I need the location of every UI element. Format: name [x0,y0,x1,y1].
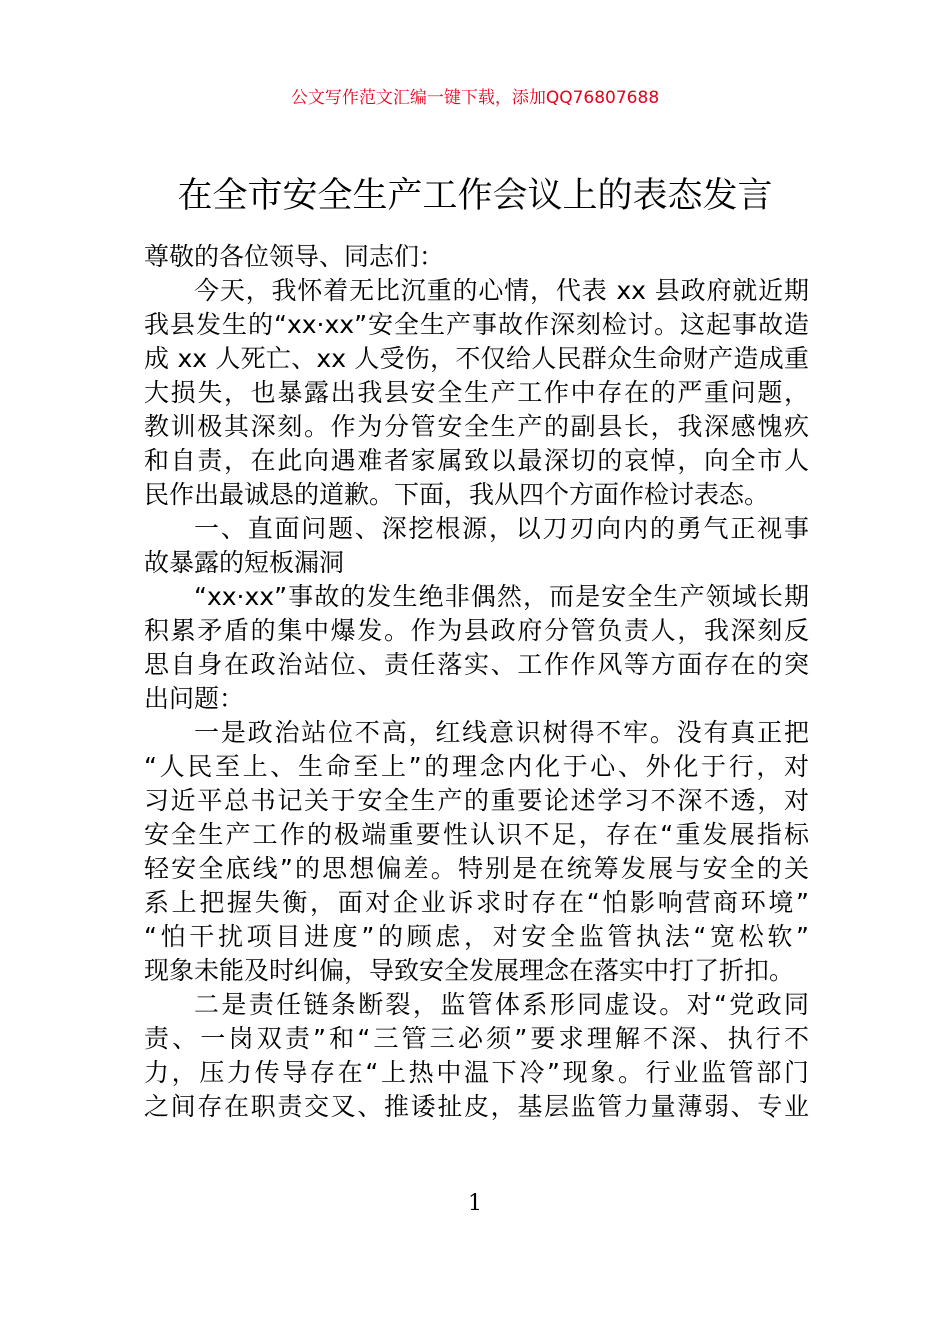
body-line: 思自身在政治站位、责任落实、工作作风等方面存在的突 [144,650,809,679]
body-line: 今天，我怀着无比沉重的心情，代表 xx 县政府就近期 [194,276,809,305]
body-line: 成 xx 人死亡、xx 人受伤，不仅给人民群众生命财产造成重 [144,344,809,373]
salutation-line: 尊敬的各位领导、同志们： [144,242,445,271]
body-line: 力，压力传导存在“上热中温下冷”现象。行业监管部门 [144,1058,809,1087]
page-number: 1 [468,1191,482,1216]
body-line: 出问题： [144,684,245,713]
section-heading-line: 故暴露的短板漏洞 [144,548,345,577]
body-line: 安全生产工作的极端重要性认识不足，存在“重发展指标 [144,820,809,849]
download-notice: 公文写作范文汇编一键下载，添加QQ76807688 [290,88,660,108]
body-line: 教训极其深刻。作为分管安全生产的副县长，我深感愧疚 [144,412,809,441]
body-line: 系上把握失衡，面对企业诉求时存在“怕影响营商环境” [144,888,809,917]
body-line: 民作出最诚恳的道歉。下面，我从四个方面作检讨表态。 [144,480,770,509]
body-line: 现象未能及时纠偏，导致安全发展理念在落实中打了折扣。 [144,956,795,985]
body-line: 积累矛盾的集中爆发。作为县政府分管负责人，我深刻反 [144,616,809,645]
body-line: 之间存在职责交叉、推诿扯皮，基层监管力量薄弱、专业 [144,1092,809,1121]
body-line: 我县发生的“xx·xx”安全生产事故作深刻检讨。这起事故造 [144,310,809,339]
body-line: 一是政治站位不高，红线意识树得不牢。没有真正把 [194,718,809,747]
body-line: 和自责，在此向遇难者家属致以最深切的哀悼，向全市人 [144,446,809,475]
document-title: 在全市安全生产工作会议上的表态发言 [177,176,773,216]
body-line: 大损失，也暴露出我县安全生产工作中存在的严重问题， [144,378,809,407]
body-line: “怕干扰项目进度”的顾虑，对安全监管执法“宽松软” [144,922,809,951]
body-line: 习近平总书记关于安全生产的重要论述学习不深不透，对 [144,786,809,815]
body-line: “人民至上、生命至上”的理念内化于心、外化于行，对 [144,752,809,781]
body-line: 轻安全底线”的思想偏差。特别是在统筹发展与安全的关 [144,854,809,883]
document-body [144,240,809,1124]
section-heading-line: 一、直面问题、深挖根源，以刀刃向内的勇气正视事 [194,514,809,543]
body-line: “xx·xx”事故的发生绝非偶然，而是安全生产领域长期 [194,582,809,611]
body-line: 责、一岗双责”和“三管三必须”要求理解不深、执行不 [144,1024,809,1053]
body-line: 二是责任链条断裂，监管体系形同虚设。对“党政同 [194,990,809,1019]
